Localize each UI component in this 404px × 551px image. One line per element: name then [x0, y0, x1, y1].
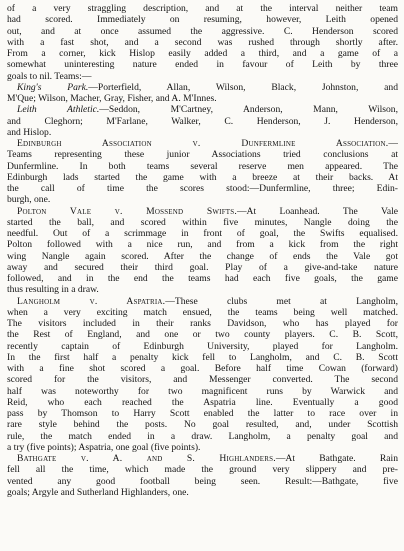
- text-line: burgh, one.: [7, 194, 51, 206]
- paragraph-langholm-aspatria: [7, 296, 398, 454]
- paragraph-kings-park-leith: [7, 3, 398, 82]
- match-heading: Edinburgh Association v. Dunfermline Association.: [17, 138, 389, 149]
- text-line: had scored. Immediately on resuming, however, Leith opened: [7, 14, 398, 26]
- text-line: [7, 82, 398, 93]
- text-line: and Cleghorn; M'Farlane, Walker, C. Henderson, J. Henderson,: [7, 115, 398, 127]
- text-line: half was noteworthy for two magnificent runs by Warwick and: [7, 385, 398, 397]
- text-line: In the first half a penalty kick fell to Langholm, and C. B. Scott: [7, 351, 398, 363]
- text-line: Teams representing these junior Associations tried conclusions at: [7, 149, 398, 161]
- text-line: a try (five points); Aspatria, one goal (five points).: [7, 441, 201, 453]
- text-line: [7, 206, 398, 217]
- match-heading: Polton Vale v. Mossend Swifts.: [17, 205, 237, 217]
- text-line: away and secured their third goal. Play of a give-and-take nature: [7, 261, 398, 273]
- text-line: and Hislop.: [7, 126, 52, 138]
- text-line: rare style behind the posts. No goal resulted, and, under Scottish: [7, 419, 398, 431]
- team-name: Leith Athletic.: [17, 104, 100, 116]
- text-line: scored for the visitors, and Messenger converted. The second: [7, 374, 398, 386]
- team-name: King's Park.: [17, 81, 89, 93]
- text-line: [7, 453, 398, 464]
- text-line: started the ball, and scored within five minutes, Nangle doing the: [7, 216, 398, 228]
- text-line: thus resulting in a draw.: [7, 284, 99, 296]
- heading-dash: —: [388, 138, 398, 149]
- text-line: when a very exciting match ensued, the teams being well matched.: [7, 306, 398, 318]
- text-line: out, and at once assumed the aggressive. C. Henderson scored: [7, 25, 398, 37]
- text-line: wing Nangle again scored. After the change of ends the Vale got: [7, 250, 398, 262]
- text-line: rule, the match ended in a draw. Langholm, a penalty goal and: [7, 430, 398, 442]
- text-line: From a corner, kick Hislop easily added a third, and a game of a: [7, 48, 398, 59]
- paragraph-polton-mossend: [7, 206, 398, 296]
- text-line: fell all the time, which made the ground very slippery and pre-: [7, 464, 398, 476]
- team-list: —Porterfield, Allan, Wilson, Black, Johnston, and: [88, 81, 398, 93]
- text-line: followed, and in the end the teams had each five goals, the game: [7, 273, 398, 284]
- text-line: the Rest of England, and one or two county players. C. B. Scott,: [7, 329, 398, 341]
- text-line: [7, 138, 398, 149]
- match-heading: Langholm v. Aspatria.: [17, 295, 166, 307]
- text-line: with a fast shot, and a second was rushed through shortly after.: [7, 36, 398, 48]
- text-line: the call of time the scores stood:—Dunfermline, three; Edin-: [7, 183, 398, 194]
- text-line: [7, 296, 398, 307]
- text-line: recently captain of Edinburgh University, played for Langholm.: [7, 340, 398, 352]
- match-heading: Bathgate v. A. and S. Highlanders.: [17, 453, 276, 464]
- team-list: —Seddon, M'Cartney, Anderson, Mann, Wilson,: [99, 104, 398, 116]
- text-line: M'Que; Wilson, Macher, Gray, Fisher, and A. M'Innes.: [7, 93, 217, 104]
- text-line: Dunfermline. In both teams several reserve men appeared. The: [7, 160, 398, 172]
- text-line: of a very straggling description, and at the interval neither team: [7, 3, 398, 14]
- text-line: goals to nil. Teams:—: [7, 70, 92, 82]
- text-line: vented any good football being seen. Result:—Bathgate, five: [7, 475, 398, 487]
- text-line: somewhat uninteresting nature ended in favour of Leith by three: [7, 59, 398, 71]
- paragraph-leith-team: [7, 104, 398, 138]
- text-line: Reid, who each reached the Aspatria line. Eventually a good: [7, 396, 398, 408]
- heading-rest: —These clubs met at Langholm,: [165, 295, 398, 307]
- text-line: goals; Argyle and Sutherland Highlanders, one.: [7, 486, 189, 498]
- text-line: pass by Thomson to Harry Scott enabled the latter to race over in: [7, 408, 398, 419]
- paragraph-kings-park-team: [7, 82, 398, 105]
- paragraph-edinburgh-dunfermline: [7, 138, 398, 206]
- text-line: [7, 104, 398, 115]
- heading-rest: —At Bathgate. Rain: [275, 453, 398, 464]
- heading-rest: —At Loanhead. The Vale: [236, 205, 398, 217]
- text-line: needful. Out of a scrimmage in front of goal, the Swifts equalised.: [7, 228, 398, 239]
- text-line: with a fine shot scored a goal. Before half time Cowan (forward): [7, 363, 398, 374]
- text-line: Polton followed with a nice run, and from a kick from the right: [7, 239, 398, 251]
- text-line: The visitors included in their ranks Davidson, who has played for: [7, 318, 398, 329]
- paragraph-bathgate-highlanders: [7, 453, 398, 498]
- text-line: Edinburgh lads started the game with a breeze at their backs. At: [7, 171, 398, 183]
